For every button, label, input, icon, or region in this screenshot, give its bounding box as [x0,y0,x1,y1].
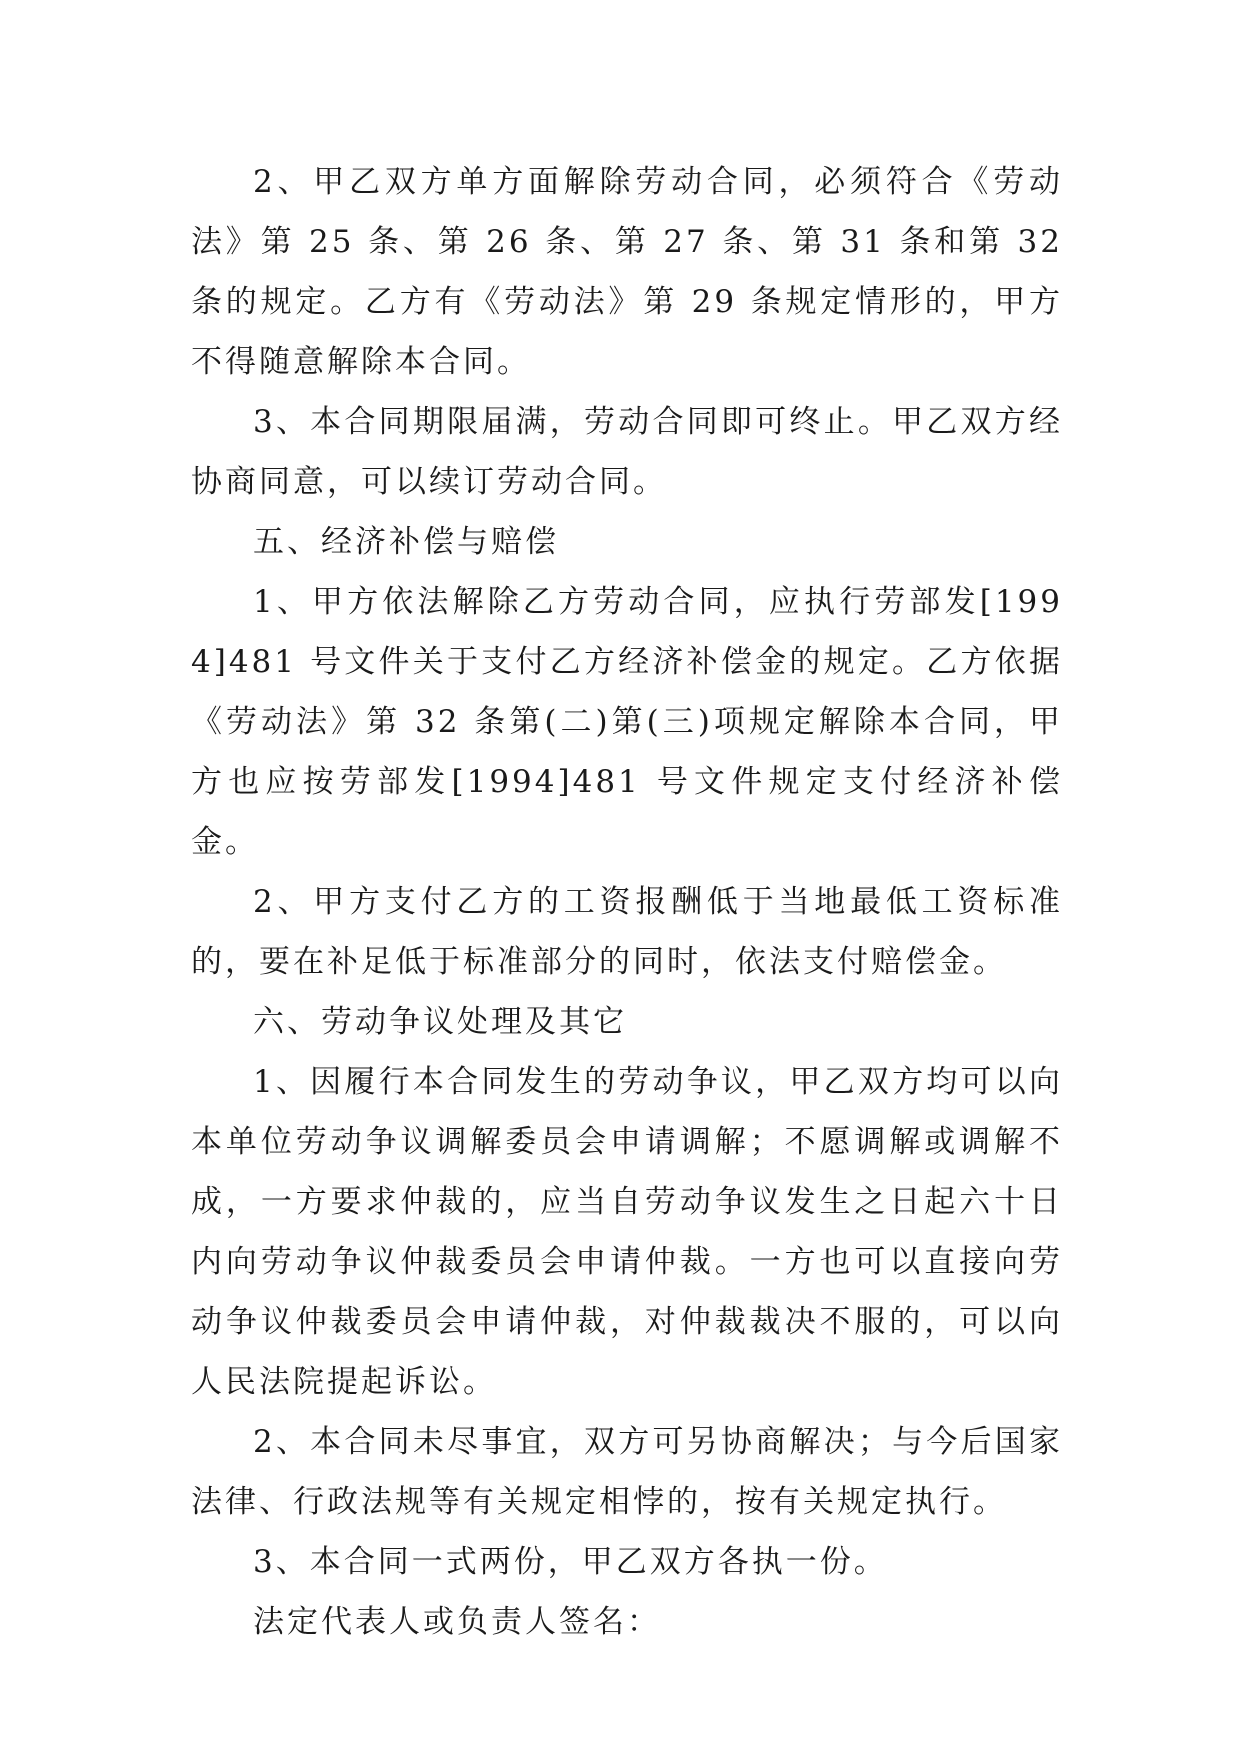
contract-body [191,152,1063,1652]
clause-contract-expiry: 3、本合同期限届满，劳动合同即可终止。甲乙双方经协商同意，可以续订劳动合同。 [191,404,1063,500]
section-heading-disputes: 六、劳动争议处理及其它 [253,1004,627,1040]
clause-copies: 3、本合同一式两份，甲乙双方各执一份。 [253,1544,888,1580]
clause-unresolved-matters: 2、本合同未尽事宜，双方可另协商解决；与今后国家法律、行政法规等有关规定相悖的，按有关规定执行。 [191,1424,1063,1520]
clause-unilateral-termination: 2、甲乙双方单方面解除劳动合同，必须符合《劳动法》第 25 条、第 26 条、第 27 条、第 31 条和第 32 条的规定。乙方有《劳动法》第 29 条规定情形的，甲方不得随意解除本合同。 [191,164,1063,380]
clause-minimum-wage: 2、甲方支付乙方的工资报酬低于当地最低工资标准的，要在补足低于标准部分的同时，依法支付赔偿金。 [191,884,1063,980]
clause-dispute-resolution: 1、因履行本合同发生的劳动争议，甲乙双方均可以向本单位劳动争议调解委员会申请调解；不愿调解或调解不成，一方要求仲裁的，应当自劳动争议发生之日起六十日内向劳动争议仲裁委员会申请仲裁。一方也可以直接向劳动争议仲裁委员会申请仲裁，对仲裁裁决不服的，可以向人民法院提起诉讼。 [191,1064,1063,1400]
section-heading-compensation: 五、经济补偿与赔偿 [253,524,559,560]
signature-line-label: 法定代表人或负责人签名： [253,1604,661,1640]
clause-economic-compensation: 1、甲方依法解除乙方劳动合同，应执行劳部发[1994]481 号文件关于支付乙方经济补偿金的规定。乙方依据《劳动法》第 32 条第(二)第(三)项规定解除本合同，甲方也应按劳部发[1994]481 号文件规定支付经济补偿金。 [191,584,1063,860]
